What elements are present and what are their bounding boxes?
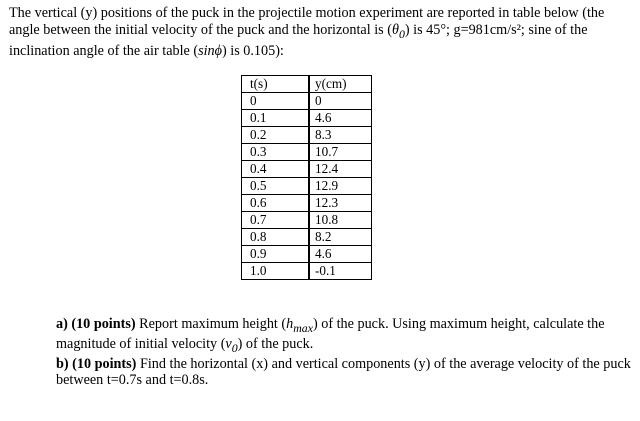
time-cell: 0.4 bbox=[242, 161, 310, 178]
position-cell: -0.1 bbox=[309, 263, 372, 280]
time-cell: 0.7 bbox=[242, 212, 310, 229]
question-b-label: b) (10 points) bbox=[56, 355, 137, 372]
header-time: t(s) bbox=[242, 76, 310, 93]
sin-phi-symbol: sinϕ bbox=[198, 42, 222, 59]
table-row bbox=[242, 110, 372, 127]
table-row bbox=[242, 144, 372, 161]
table-row bbox=[242, 212, 372, 229]
hmax-symbol: $h_{max}$ bbox=[286, 316, 313, 335]
v0-symbol: $v_0$ bbox=[225, 335, 238, 355]
table-row bbox=[242, 246, 372, 263]
table-row bbox=[242, 263, 372, 280]
position-cell: 8.2 bbox=[309, 229, 372, 246]
table-row bbox=[242, 229, 372, 246]
intro-text-2: ) is 45°; g=981cm/s²; sine of the inclination angle of the air table ( bbox=[9, 22, 588, 59]
position-cell: 4.6 bbox=[309, 110, 372, 127]
table-row bbox=[242, 161, 372, 178]
time-cell: 0.3 bbox=[242, 144, 310, 161]
time-cell: 0.1 bbox=[242, 110, 310, 127]
table-header-row bbox=[242, 76, 372, 93]
time-cell: 0.5 bbox=[242, 178, 310, 195]
intro-text-3: ) is 0.105): bbox=[222, 42, 284, 59]
time-cell: 0 bbox=[242, 93, 310, 110]
table-row bbox=[242, 127, 372, 144]
table-row bbox=[242, 93, 372, 110]
table-row bbox=[242, 178, 372, 195]
time-cell: 0.8 bbox=[242, 229, 310, 246]
position-cell: 4.6 bbox=[309, 246, 372, 263]
position-cell: 8.3 bbox=[309, 127, 372, 144]
questions bbox=[56, 316, 631, 388]
question-a-label: a) (10 points) bbox=[56, 316, 136, 332]
time-cell: 0.2 bbox=[242, 127, 310, 144]
time-cell: 0.6 bbox=[242, 195, 310, 212]
position-cell: 12.3 bbox=[309, 195, 372, 212]
problem-statement bbox=[9, 5, 635, 60]
table-row bbox=[242, 195, 372, 212]
question-b: b) (10 points) Find the horizontal (x) and vertical components (y) of the average velocity of the puck between t=0.7s and t=0.8s. bbox=[56, 355, 631, 388]
position-table bbox=[241, 75, 372, 280]
position-cell: 12.4 bbox=[309, 161, 372, 178]
time-cell: 1.0 bbox=[242, 263, 310, 280]
question-a: a) (10 points) Report maximum height $(h_{max})$ of the puck. Using maximum height, calculate the magnitude of initial velocity $(v_0)$ of the puck. bbox=[56, 316, 605, 355]
position-cell: 12.9 bbox=[309, 178, 372, 195]
theta-symbol: $\theta_0$ bbox=[391, 22, 405, 41]
time-cell: 0.9 bbox=[242, 246, 310, 263]
position-cell: 0 bbox=[309, 93, 372, 110]
header-position: y(cm) bbox=[309, 76, 372, 93]
position-cell: 10.8 bbox=[309, 212, 372, 229]
position-cell: 10.7 bbox=[309, 144, 372, 161]
intro-text-1: The vertical (y) positions of the puck in the projectile motion experiment are reported in table below (the angle between the initial velocity of the puck and the horizontal is ( bbox=[9, 5, 605, 38]
